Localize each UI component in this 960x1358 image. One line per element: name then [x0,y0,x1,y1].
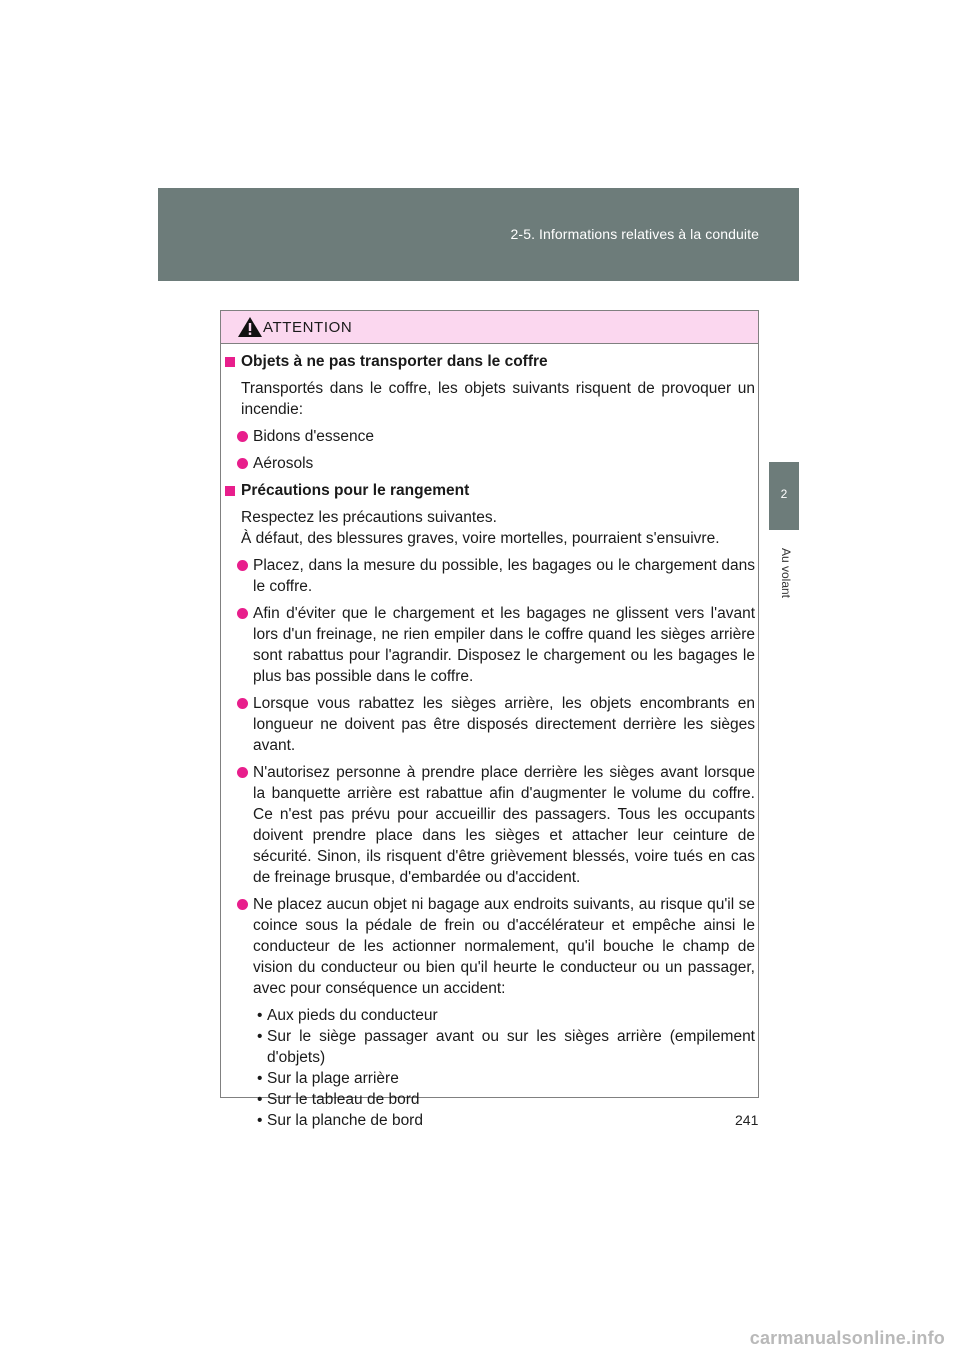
section-header [158,188,799,281]
section-heading: Objets à ne pas transporter dans le coffre [225,351,755,372]
sub-item: • Sur la planche de bord [257,1112,423,1129]
watermark: carmanualsonline.info [749,1328,945,1348]
sub-item: • Sur le siège passager avant ou sur les sièges arrière (empilement d'objets) [257,1028,755,1066]
page-number: 241 [735,1112,759,1128]
bullet-item: Afin d'éviter que le chargement et les bagages ne glissent vers l'avant lors d'un freinage, ne rien empiler dans le coffre quand les sièges arrière sont rabattus pour l'agrandir. Disposez le chargement ou les bagages le plus bas possible dans le coffre. [225,603,755,687]
section-title: 2-5. Informations relatives à la conduite [510,226,759,242]
round-bullet-icon [237,767,248,778]
round-bullet-icon [237,899,248,910]
small-bullet-icon: • [257,1091,263,1108]
small-bullet-icon: • [257,1028,263,1045]
bullet-item: N'autorisez personne à prendre place derrière les sièges avant lorsque la banquette arrière est rabattue afin d'augmenter le volume du coffre. Ce n'est pas prévu pour accueillir des passagers. Tous les occupants doivent prendre place dans les sièges et attacher leur ceinture de sécurité. Sinon, ils risquent d'être grièvement blessés, voire tués en cas de freinage brusque, d'embardée ou d'accident. [225,762,755,888]
bullet-item: Placez, dans la mesure du possible, les bagages ou le chargement dans le coffre. [225,555,755,597]
section-intro: À défaut, des blessures graves, voire mortelles, pourraient s'ensuivre. [241,530,720,547]
section-heading: Précautions pour le rangement [225,480,755,501]
small-bullet-icon: • [257,1112,263,1129]
chapter-tab [769,462,799,530]
chapter-number: 2 [780,487,788,501]
small-bullet-icon: • [257,1007,263,1024]
warning-triangle-icon [237,316,263,338]
round-bullet-icon [237,431,248,442]
warning-content [225,351,755,1131]
round-bullet-icon [237,458,248,469]
square-bullet-icon [225,486,235,496]
chapter-label-text: Au volant [779,547,793,599]
round-bullet-icon [237,698,248,709]
bullet-item: Ne placez aucun objet ni bagage aux endroits suivants, au risque qu'il se coince sous la pédale de frein ou d'accélérateur et empêche ainsi le conducteur de les actionner normalement, qu'il bouche le champ de vision du conducteur ou bien qu'il heurte le conducteur ou un passager, avec pour conséquence un accident: [225,894,755,999]
sub-item: • Sur la plage arrière [257,1070,399,1087]
round-bullet-icon [237,608,248,619]
round-bullet-icon [237,560,248,571]
square-bullet-icon [225,357,235,367]
small-bullet-icon: • [257,1070,263,1087]
section-intro: Transportés dans le coffre, les objets suivants risquent de provoquer un incendie: [241,380,755,418]
bullet-item: Lorsque vous rabattez les sièges arrière, les objets encombrants en longueur ne doivent pas être disposés directement derrière les sièges avant. [225,693,755,756]
warning-header [221,311,758,344]
warning-title: ATTENTION [263,319,353,336]
bullet-item: Aérosols [225,453,755,474]
bullet-item: Bidons d'essence [225,426,755,447]
sub-item: • Sur le tableau de bord [257,1091,420,1108]
sub-item: • Aux pieds du conducteur [257,1007,438,1024]
chapter-label [779,538,793,608]
section-intro: Respectez les précautions suivantes. [241,509,497,526]
